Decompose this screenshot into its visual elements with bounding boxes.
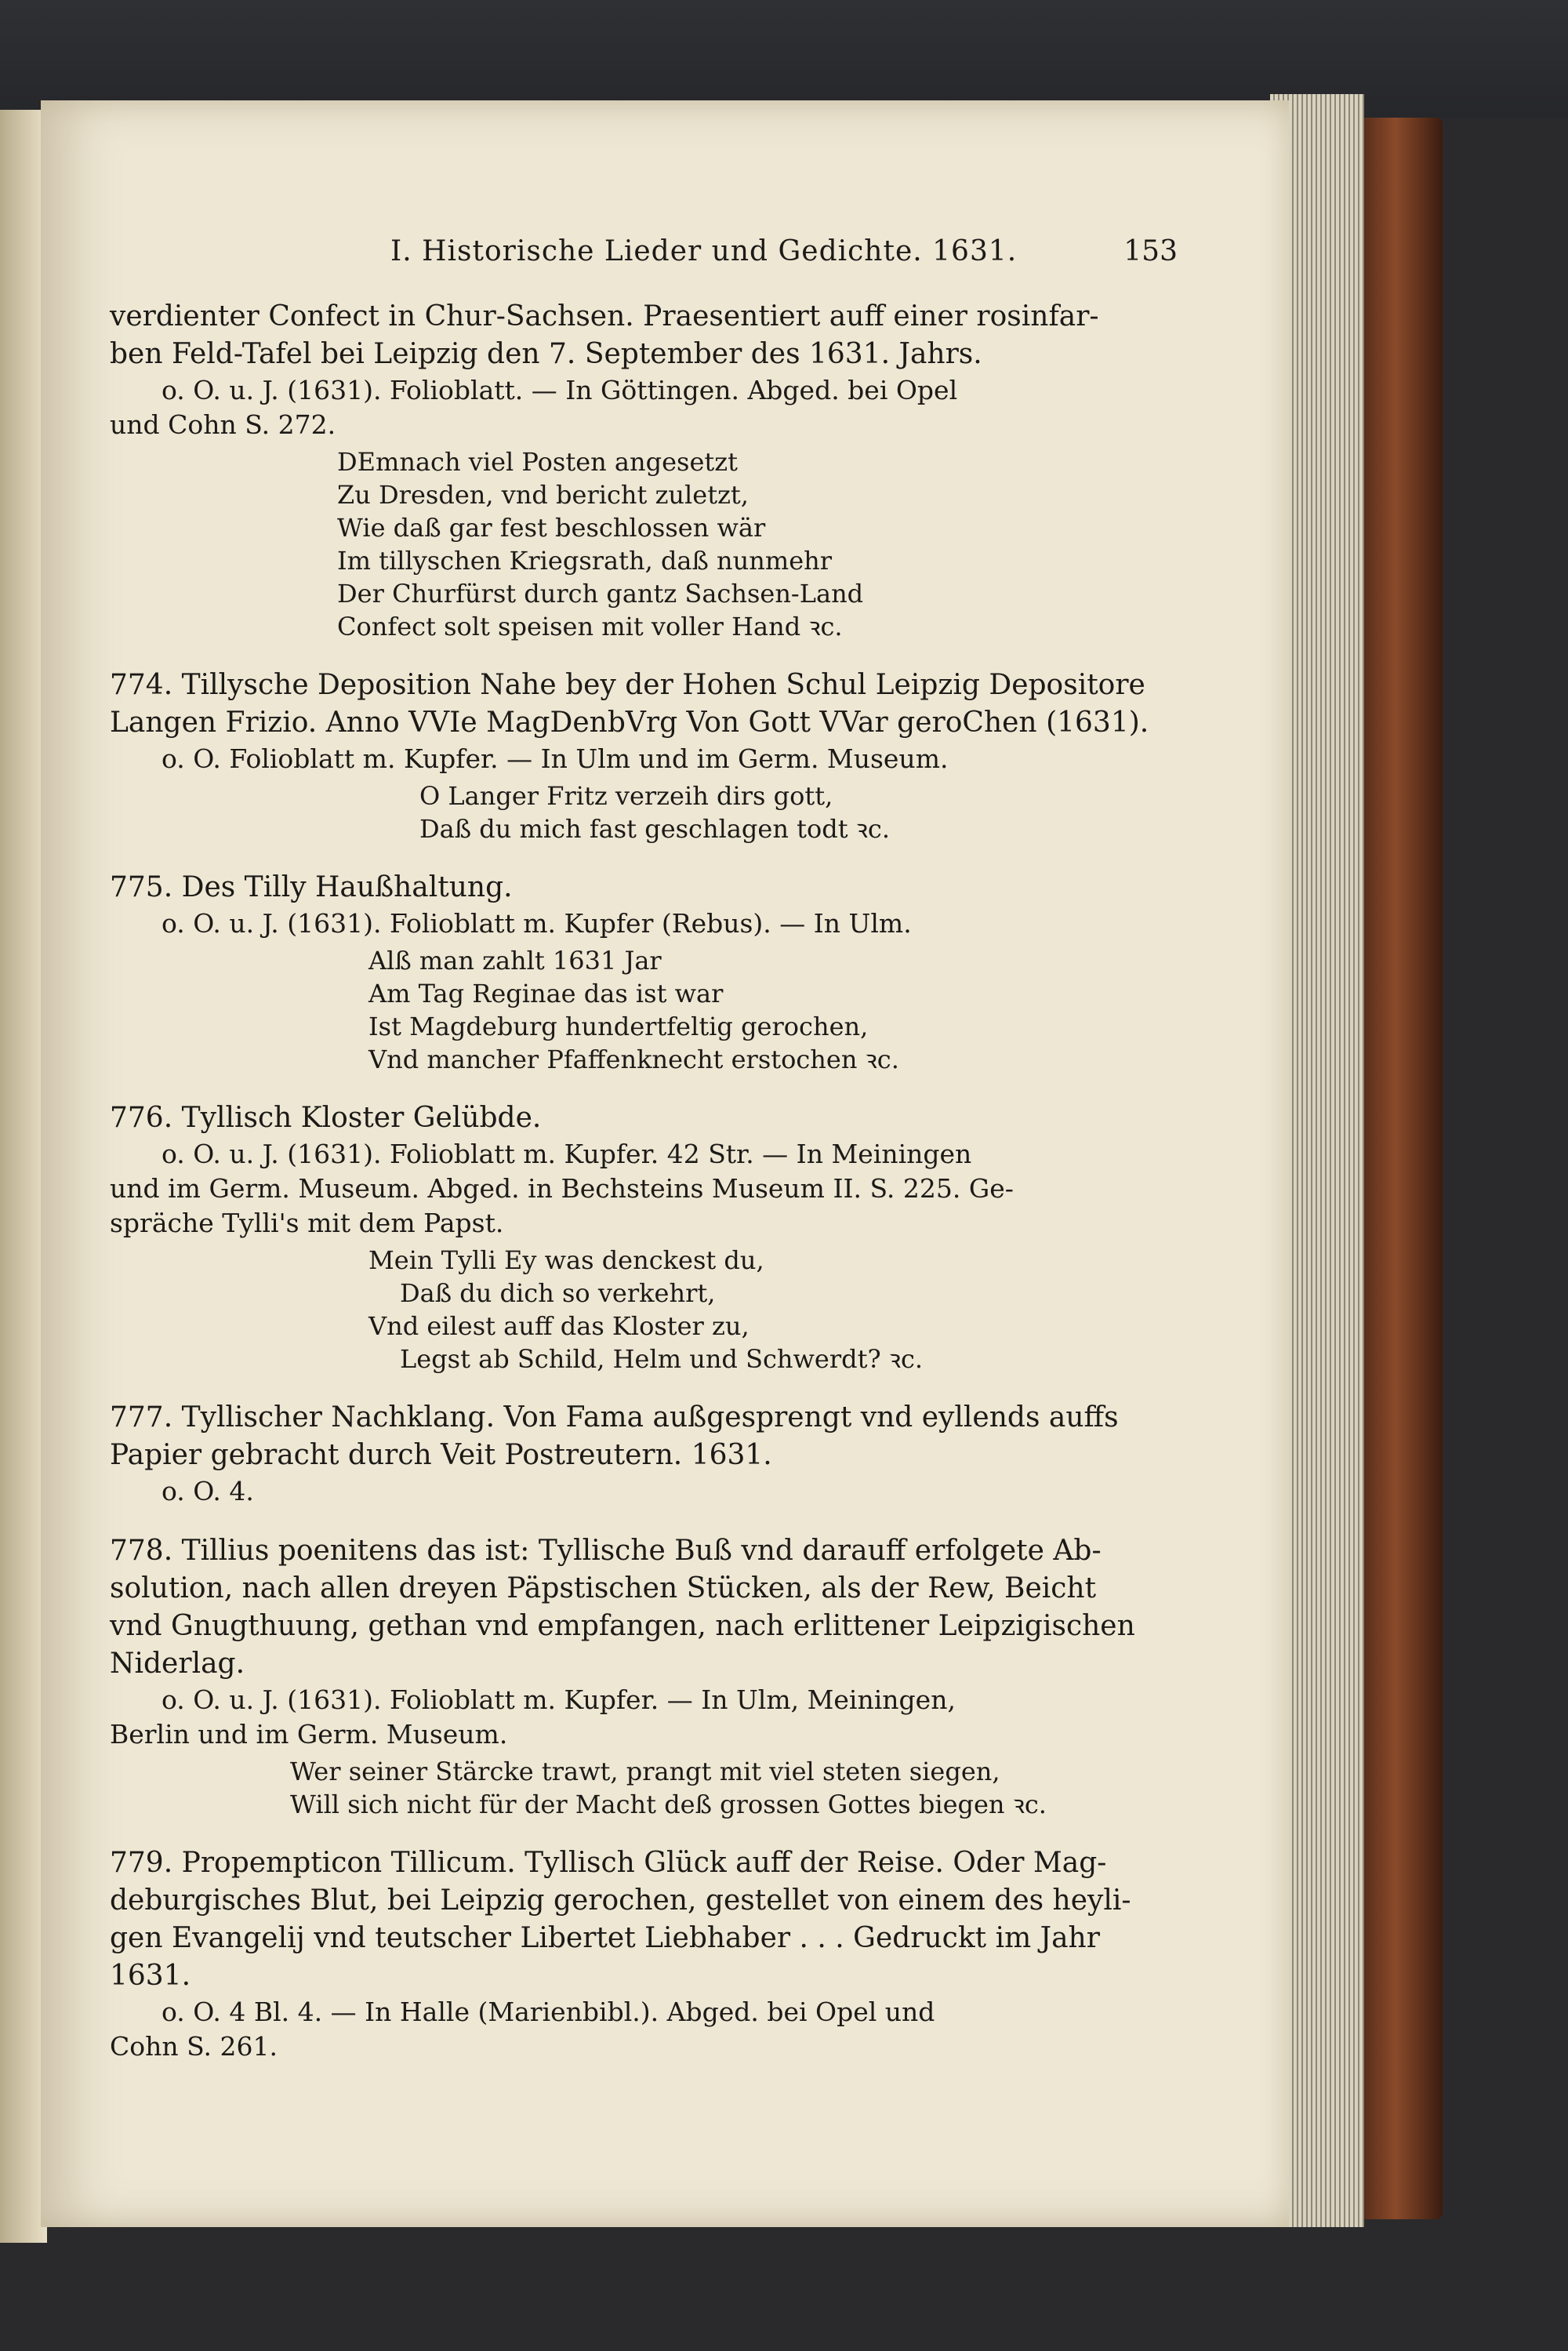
page-content xyxy=(110,235,1178,2064)
entry-verse xyxy=(110,1244,1178,1375)
entry-title: solution, nach allen dreyen Päpstischen Stücken, als der Rew, Beicht xyxy=(110,1572,1097,1604)
verse-line: Der Churfürst durch gantz Sachsen-Land xyxy=(337,579,864,609)
verse-line: Vnd mancher Pfaffenknecht erstochen ꝛc. xyxy=(368,1045,899,1074)
entry-meta: o. O. Folioblatt m. Kupfer. — In Ulm und im Germ. Museum. xyxy=(162,743,949,774)
entry-meta: Cohn S. 261. xyxy=(110,2031,278,2062)
entry-776 xyxy=(110,1099,1178,1375)
intro-line: ben Feld-Tafel bei Leipzig den 7. September des 1631. Jahrs. xyxy=(110,338,982,370)
entry-meta: und im Germ. Museum. Abged. in Bechsteins Museum II. S. 225. Ge- xyxy=(110,1173,1014,1204)
entry-title: 779. Propempticon Tillicum. Tyllisch Glück auff der Reise. Oder Mag- xyxy=(110,1847,1107,1879)
entry-title: 775. Des Tilly Haußhaltung. xyxy=(110,871,513,903)
verse-line: Wer seiner Stärcke trawt, prangt mit viel steten siegen, xyxy=(290,1757,1000,1786)
entry-title: gen Evangelij vnd teutscher Libertet Liebhaber . . . Gedruckt im Jahr xyxy=(110,1922,1100,1954)
entry-775 xyxy=(110,869,1178,1076)
entry-meta: Berlin und im Germ. Museum. xyxy=(110,1719,508,1750)
verse-line: Alß man zahlt 1631 Jar xyxy=(368,946,662,976)
verse-line: Daß du mich fast geschlagen todt ꝛc. xyxy=(419,814,890,844)
entry-title: deburgisches Blut, bei Leipzig gerochen, gestellet von einem des heyli- xyxy=(110,1884,1131,1917)
verse-line: Zu Dresden, vnd bericht zuletzt, xyxy=(337,480,749,510)
entry-verse xyxy=(110,779,1178,845)
verse-line: Legst ab Schild, Helm und Schwerdt? ꝛc. xyxy=(400,1344,924,1374)
entry-meta: o. O. u. J. (1631). Folioblatt m. Kupfer (Rebus). — In Ulm. xyxy=(162,908,912,939)
running-title: I. Historische Lieder und Gedichte. 1631. xyxy=(390,235,1018,267)
book-page xyxy=(41,100,1289,2227)
running-header xyxy=(110,235,1178,298)
entry-meta: o. O. 4. xyxy=(162,1476,254,1506)
entry-meta: o. O. u. J. (1631). Folioblatt m. Kupfer. 42 Str. — In Meiningen xyxy=(162,1139,972,1169)
entry-meta: o. O. 4 Bl. 4. — In Halle (Marienbibl.). Abged. bei Opel und xyxy=(162,1997,935,2027)
verse-line: Im tillyschen Kriegsrath, daß nunmehr xyxy=(337,546,833,576)
verse-line: DEmnach viel Posten angesetzt xyxy=(337,447,738,477)
verse-line: Confect solt speisen mit voller Hand ꝛc. xyxy=(337,612,843,641)
entry-title: 776. Tyllisch Kloster Gelübde. xyxy=(110,1102,542,1134)
intro-entry xyxy=(110,298,1178,643)
intro-verse xyxy=(110,445,1178,643)
entry-meta: o. O. u. J. (1631). Folioblatt m. Kupfer. — In Ulm, Meiningen, xyxy=(162,1684,956,1715)
intro-meta: und Cohn S. 272. xyxy=(110,409,336,440)
entry-verse xyxy=(110,1755,1178,1821)
entry-meta: spräche Tylli's mit dem Papst. xyxy=(110,1208,504,1238)
verse-line: Will sich nicht für der Macht deß grossen Gottes biegen ꝛc. xyxy=(290,1790,1047,1819)
entry-title: 774. Tillysche Deposition Nahe bey der Hohen Schul Leipzig Depositore xyxy=(110,669,1145,701)
entry-verse xyxy=(110,944,1178,1076)
page-number: 153 xyxy=(1123,235,1178,267)
verse-line: Vnd eilest auff das Kloster zu, xyxy=(368,1311,750,1341)
verse-line: Am Tag Reginae das ist war xyxy=(368,979,724,1008)
entry-774 xyxy=(110,667,1178,845)
verse-line: Mein Tylli Ey was denckest du, xyxy=(368,1245,764,1275)
entry-title: Papier gebracht durch Veit Postreutern. 1631. xyxy=(110,1439,772,1471)
verse-line: Daß du dich so verkehrt, xyxy=(400,1278,716,1308)
entry-title: Langen Frizio. Anno VVIe MagDenbVrg Von Gott VVar geroChen (1631). xyxy=(110,707,1149,739)
entry-title: 778. Tillius poenitens das ist: Tyllische Buß vnd darauff erfolgete Ab- xyxy=(110,1535,1102,1567)
book-cover xyxy=(1364,118,1443,2219)
verse-line: Wie daß gar fest beschlossen wär xyxy=(337,513,766,543)
entry-title: 777. Tyllischer Nachklang. Von Fama außgesprengt vnd eyllends auffs xyxy=(110,1401,1119,1433)
verse-line: Ist Magdeburg hundertfeltig gerochen, xyxy=(368,1012,869,1041)
intro-meta: o. O. u. J. (1631). Folioblatt. — In Göttingen. Abged. bei Opel xyxy=(162,375,958,405)
entry-title: Niderlag. xyxy=(110,1648,245,1680)
verse-line: O Langer Fritz verzeih dirs gott, xyxy=(419,781,833,811)
intro-line: verdienter Confect in Chur-Sachsen. Praesentiert auff einer rosinfar- xyxy=(110,300,1099,332)
entry-777 xyxy=(110,1399,1178,1509)
entry-title: vnd Gnugthuung, gethan vnd empfangen, nach erlittener Leipzigischen xyxy=(110,1610,1135,1642)
entry-778 xyxy=(110,1532,1178,1821)
entry-title: 1631. xyxy=(110,1960,191,1992)
entry-779 xyxy=(110,1844,1178,2064)
facing-page-edge xyxy=(0,110,47,2243)
